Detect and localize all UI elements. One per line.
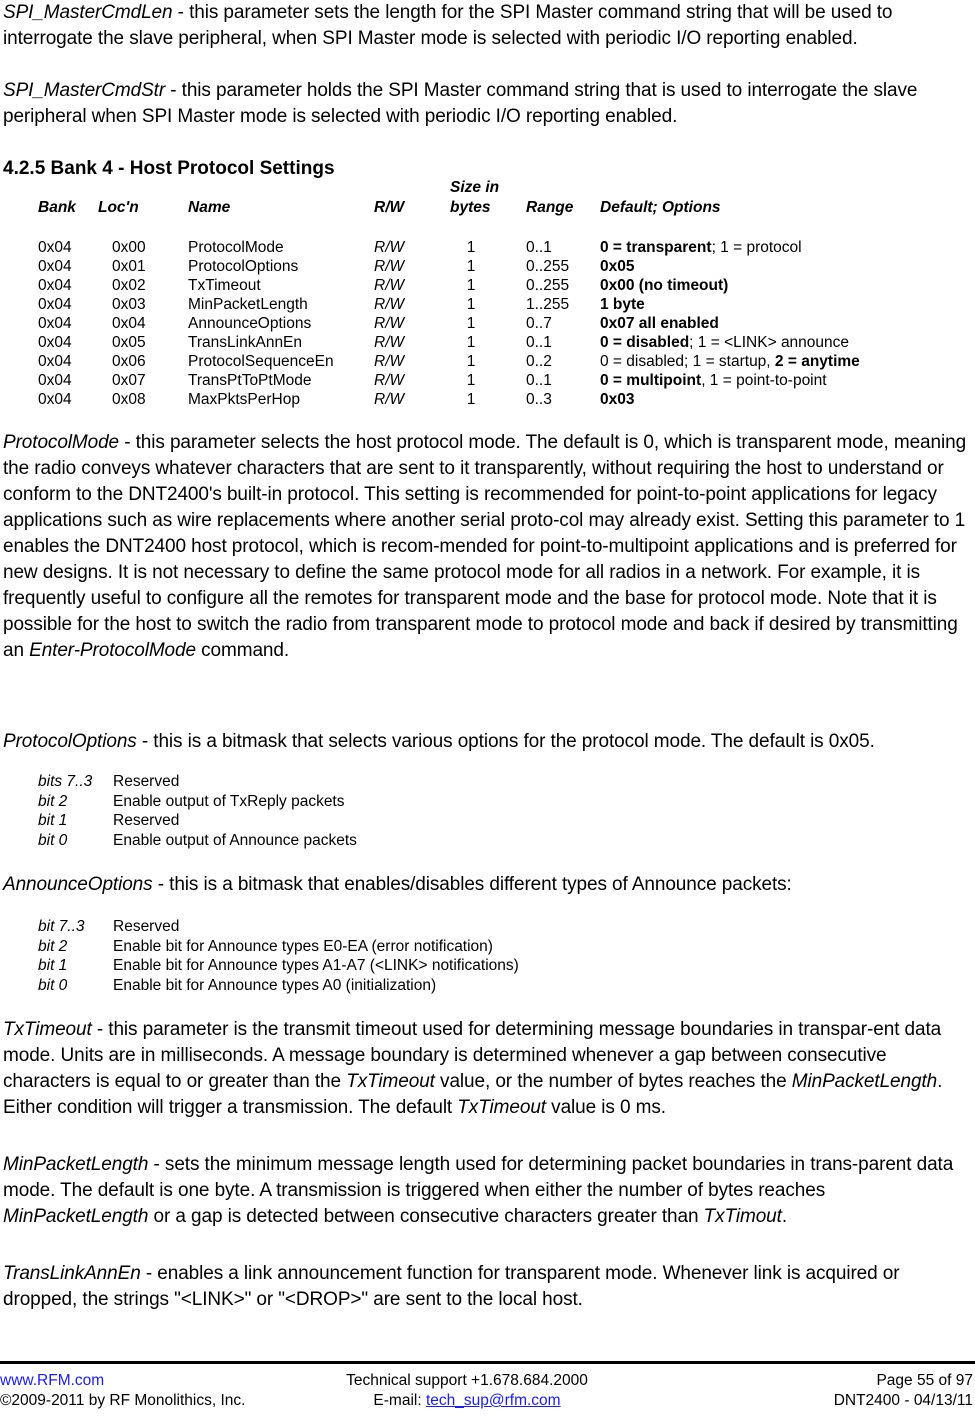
announceoptions-paragraph: AnnounceOptions - this is a bitmask that enables/disables different types of Announce packets: <box>3 874 792 895</box>
spi-mastercmdstr-paragraph: SPI_MasterCmdStr - this parameter holds the SPI Master command string that is used to interrogate the slave peripheral when SPI Master mode is selected with periodic I/O reporting enabled. <box>3 80 918 127</box>
bit-label: bit 2 <box>38 937 68 955</box>
cell-size: 1 <box>466 353 476 370</box>
cell-name: TransLinkAnnEn <box>188 334 303 351</box>
cell-rw: R/W <box>374 391 405 408</box>
term-minpacketlength: MinPacketLength <box>3 1154 149 1175</box>
bit-label: bit 0 <box>38 831 68 849</box>
cell-name: MaxPktsPerHop <box>188 391 300 408</box>
header-default: Default; Options <box>600 199 721 216</box>
bit-list-item <box>0 831 975 851</box>
cell-bank: 0x04 <box>38 372 72 389</box>
cell-location: 0x06 <box>112 353 146 370</box>
bit-list-item <box>0 917 975 937</box>
translinkannen-paragraph: TransLinkAnnEn - enables a link announcement function for transparent mode. Whenever link is acquired or dropped, the strings "<LINK>" or "<DROP>" are sent to the local host. <box>3 1263 900 1310</box>
bit-description: Enable bit for Announce types A0 (initialization) <box>113 976 437 994</box>
bit-list-item <box>0 811 975 831</box>
cell-rw: R/W <box>374 372 405 389</box>
website-link[interactable]: www.RFM.com <box>0 1372 105 1389</box>
bit-description: Enable output of Announce packets <box>113 831 357 849</box>
header-size-top: Size in <box>450 179 500 196</box>
cell-default: 0x05 <box>600 258 635 275</box>
term-announceoptions: AnnounceOptions <box>3 874 153 895</box>
cell-bank: 0x04 <box>38 315 72 332</box>
cell-rw: R/W <box>374 258 405 275</box>
cell-range: 1..255 <box>526 296 570 313</box>
cell-default: 0x00 (no timeout) <box>600 277 729 294</box>
cell-rw: R/W <box>374 353 405 370</box>
cell-name: AnnounceOptions <box>188 315 312 332</box>
term-txtimeout: TxTimeout <box>3 1019 92 1040</box>
bit-label: bits 7..3 <box>38 773 93 790</box>
table-header-top <box>0 178 975 198</box>
cell-size: 1 <box>466 334 476 351</box>
cell-name: ProtocolSequenceEn <box>188 353 334 370</box>
cell-bank: 0x04 <box>38 353 72 370</box>
header-bank: Bank <box>38 199 76 216</box>
cell-default: 0 = multipoint, 1 = point-to-point <box>600 372 827 389</box>
cell-rw: R/W <box>374 277 405 294</box>
footer-divider <box>0 1361 975 1364</box>
table-row <box>0 371 975 391</box>
bit-list-item <box>0 772 975 792</box>
cell-range: 0..255 <box>526 277 570 294</box>
cell-default: 0x07 all enabled <box>600 315 719 332</box>
cell-size: 1 <box>466 296 476 313</box>
table-header <box>0 198 975 218</box>
term-protocoloptions: ProtocolOptions <box>3 731 137 752</box>
cell-size: 1 <box>466 391 476 408</box>
table-row <box>0 352 975 372</box>
section-heading: 4.2.5 Bank 4 - Host Protocol Settings <box>3 158 335 179</box>
cell-name: ProtocolOptions <box>188 258 299 275</box>
cell-size: 1 <box>466 315 476 332</box>
support-email-link[interactable]: tech_sup@rfm.com <box>425 1392 561 1409</box>
term-spi-mastercmdstr: SPI_MasterCmdStr <box>3 80 166 101</box>
bit-list-item <box>0 792 975 812</box>
header-size-bottom: bytes <box>450 199 491 216</box>
cell-name: ProtocolMode <box>188 239 284 256</box>
header-rw: R/W <box>374 199 405 216</box>
bit-description: Enable bit for Announce types E0-EA (error notification) <box>113 937 493 955</box>
document-id: DNT2400 - 04/13/11 <box>833 1392 973 1409</box>
spi-mastercmdlen-paragraph: SPI_MasterCmdLen - this parameter sets the length for the SPI Master command string that will be used to interrogate the slave peripheral, when SPI Master mode is selected with periodic I/O reporting enabled. <box>3 2 893 49</box>
page-number: Page 55 of 97 <box>876 1372 973 1389</box>
cell-default: 1 byte <box>600 296 645 313</box>
cell-range: 0..1 <box>526 239 552 256</box>
cell-range: 0..255 <box>526 258 570 275</box>
cell-default: 0 = transparent; 1 = protocol <box>600 239 802 256</box>
table-row <box>0 314 975 334</box>
cell-location: 0x08 <box>112 391 146 408</box>
bit-label: bit 7..3 <box>38 918 85 935</box>
cell-location: 0x02 <box>112 277 146 294</box>
bit-description: Reserved <box>113 812 180 829</box>
bit-label: bit 2 <box>38 792 68 810</box>
support-email-line: E-mail: tech_sup@rfm.com <box>373 1392 561 1409</box>
txtimeout-paragraph: TxTimeout - this parameter is the transmit timeout used for determining message boundaries in transpar-ent data mode. Units are in milliseconds. A message boundary is determined whenever a gap between consecutive characters is equal to or greater than the TxTimeout value, or the number of bytes reaches the MinPacketLength. Either condition will trigger a transmission. The default TxTimeout value is 0 ms. <box>3 1019 943 1118</box>
cell-size: 1 <box>466 258 476 275</box>
term-translinkannen: TransLinkAnnEn <box>3 1263 141 1284</box>
bit-description: Enable output of TxReply packets <box>113 792 345 810</box>
bit-list-item <box>0 976 975 996</box>
cell-range: 0..1 <box>526 334 552 351</box>
cell-bank: 0x04 <box>38 258 72 275</box>
cell-location: 0x01 <box>112 258 146 275</box>
bit-list-item <box>0 937 975 957</box>
cell-rw: R/W <box>374 239 405 256</box>
cell-size: 1 <box>466 239 476 256</box>
cell-bank: 0x04 <box>38 391 72 408</box>
cell-bank: 0x04 <box>38 239 72 256</box>
cell-location: 0x04 <box>112 315 146 332</box>
bit-description: Reserved <box>113 773 180 790</box>
cell-location: 0x00 <box>112 239 146 256</box>
header-location: Loc'n <box>98 199 139 216</box>
bit-description: Reserved <box>113 918 180 935</box>
cell-rw: R/W <box>374 334 405 351</box>
cell-range: 0..2 <box>526 353 552 370</box>
cell-name: TxTimeout <box>188 277 261 294</box>
table-row <box>0 390 975 410</box>
header-name: Name <box>188 199 231 216</box>
support-phone: Technical support +1.678.684.2000 <box>346 1372 588 1389</box>
header-range: Range <box>526 199 574 216</box>
bit-label: bit 1 <box>38 812 68 829</box>
cell-size: 1 <box>466 372 476 389</box>
bit-label: bit 1 <box>38 957 68 974</box>
cell-default: 0 = disabled; 1 = <LINK> announce <box>600 334 850 351</box>
protocolmode-paragraph: ProtocolMode - this parameter selects the host protocol mode. The default is 0, which is transparent mode, meaning the radio conveys whatever characters that are sent to it transparently, without requiring the host to understand or conform to the DNT2400's built-in protocol. This setting is recommended for point-to-point applications for legacy applications such as wire replacements where another serial proto-col may already exist. Setting this parameter to 1 enables the DNT2400 host protocol, which is recom-mended for point-to-multipoint applications and is preferred for new designs. It is not necessary to define the same protocol mode for all radios in a network. For example, it is frequently useful to configure all the remotes for transparent mode and the base for protocol mode. Note that it is possible for the host to switch the radio from transparent mode to protocol mode and back if desired by transmitting an Enter-ProtocolMode command. <box>3 432 967 661</box>
cell-range: 0..1 <box>526 372 552 389</box>
bit-description: Enable bit for Announce types A1-A7 (<LINK> notifications) <box>113 957 519 974</box>
cell-size: 1 <box>466 277 476 294</box>
minpacketlength-paragraph: MinPacketLength - sets the minimum message length used for determining packet boundaries in trans-parent data mode. The default is one byte. A transmission is triggered when either the number of bytes reaches MinPacketLength or a gap is detected between consecutive characters greater than TxTimout. <box>3 1154 954 1227</box>
term-spi-mastercmdlen: SPI_MasterCmdLen <box>3 2 173 23</box>
cell-location: 0x07 <box>112 372 146 389</box>
cell-range: 0..3 <box>526 391 552 408</box>
table-row <box>0 238 975 258</box>
bit-label: bit 0 <box>38 976 68 994</box>
cell-rw: R/W <box>374 315 405 332</box>
table-row <box>0 276 975 296</box>
cell-bank: 0x04 <box>38 334 72 351</box>
cell-bank: 0x04 <box>38 277 72 294</box>
cell-location: 0x03 <box>112 296 146 313</box>
cell-location: 0x05 <box>112 334 146 351</box>
cell-range: 0..7 <box>526 315 552 332</box>
cell-name: TransPtToPtMode <box>188 372 312 389</box>
table-row <box>0 257 975 277</box>
table-row <box>0 333 975 353</box>
cell-default: 0x03 <box>600 391 635 408</box>
term-protocolmode: ProtocolMode <box>3 432 120 453</box>
cell-default: 0 = disabled; 1 = startup, 2 = anytime <box>600 353 860 370</box>
cell-name: MinPacketLength <box>188 296 308 313</box>
protocoloptions-paragraph: ProtocolOptions - this is a bitmask that selects various options for the protocol mode. The default is 0x05. <box>3 731 875 752</box>
bit-list-item <box>0 956 975 976</box>
term-enter-protocolmode: Enter-ProtocolMode <box>29 640 196 661</box>
cell-bank: 0x04 <box>38 296 72 313</box>
table-row <box>0 295 975 315</box>
copyright-text: ©2009-2011 by RF Monolithics, Inc. <box>0 1392 246 1409</box>
cell-rw: R/W <box>374 296 405 313</box>
